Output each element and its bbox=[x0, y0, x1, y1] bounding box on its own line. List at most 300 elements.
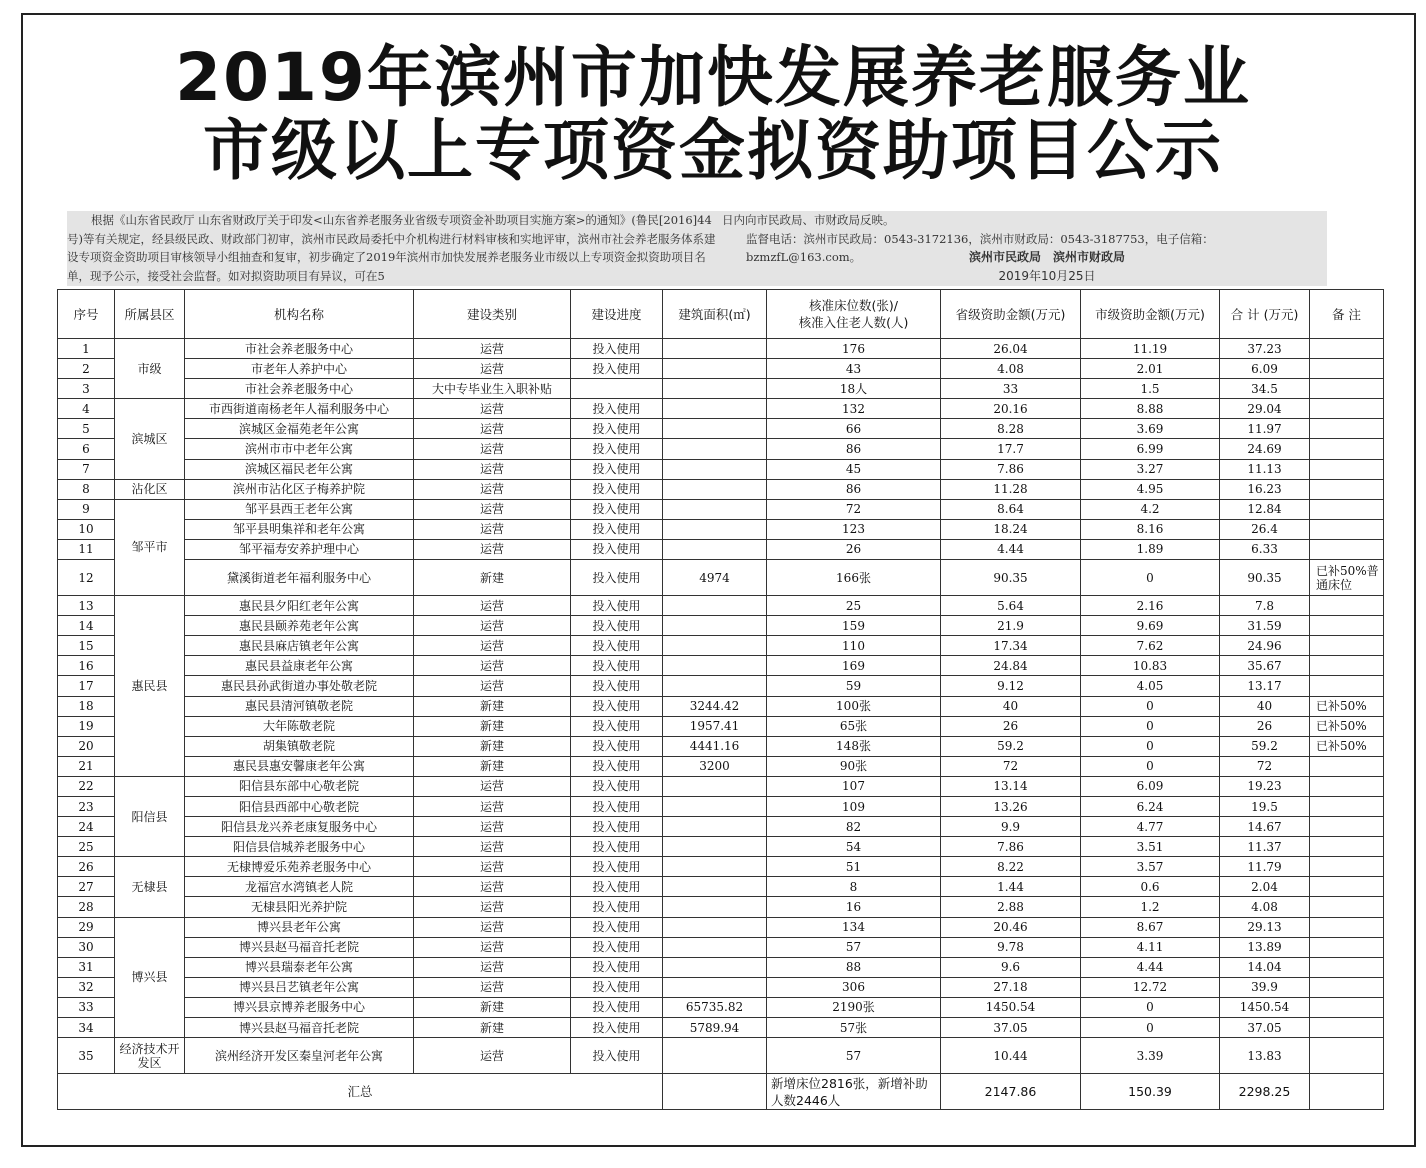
cell-note bbox=[1310, 519, 1384, 539]
cell-no: 15 bbox=[58, 636, 115, 656]
cell-city: 4.44 bbox=[1081, 957, 1220, 977]
cell-type: 运营 bbox=[414, 957, 571, 977]
cell-progress: 投入使用 bbox=[571, 539, 663, 559]
cell-total: 40 bbox=[1220, 696, 1310, 716]
cell-type: 运营 bbox=[414, 479, 571, 499]
cell-type: 运营 bbox=[414, 539, 571, 559]
cell-name: 惠民县颐养苑老年公寓 bbox=[185, 616, 414, 636]
cell-progress: 投入使用 bbox=[571, 977, 663, 997]
cell-city: 7.62 bbox=[1081, 636, 1220, 656]
cell-progress: 投入使用 bbox=[571, 676, 663, 696]
cell-prov: 37.05 bbox=[941, 1018, 1081, 1038]
cell-beds: 306 bbox=[767, 977, 941, 997]
cell-progress: 投入使用 bbox=[571, 937, 663, 957]
cell-area bbox=[663, 656, 767, 676]
table-row bbox=[58, 359, 1384, 379]
cell-no: 5 bbox=[58, 419, 115, 439]
cell-total: 59.2 bbox=[1220, 736, 1310, 756]
cell-total: 13.83 bbox=[1220, 1038, 1310, 1074]
cell-progress: 投入使用 bbox=[571, 616, 663, 636]
cell-city: 0 bbox=[1081, 560, 1220, 596]
cell-prov: 27.18 bbox=[941, 977, 1081, 997]
cell-no: 6 bbox=[58, 439, 115, 459]
cell-area bbox=[663, 379, 767, 399]
cell-no: 21 bbox=[58, 756, 115, 776]
intro-paragraph: 根据《山东省民政厅 山东省财政厅关于印发<山东省养老服务业省级专项资金补助项目实施方案>的通知》(鲁民[2016]44号)等有关规定，经县级民政、财政部门初审，滨州市民政局委托中介机构进行材料审核和实地评审，滨州市社会养老服务体系建设专项资金资助项目审核领导小组抽查和复审，初步确定了2019年滨州市加快发展养老服务业市级以上专项资金拟资助项目名单，现予公示，接受社会监督。如对拟资助项目有异议，可在5 bbox=[67, 213, 716, 283]
cell-name: 博兴县吕艺镇老年公寓 bbox=[185, 977, 414, 997]
cell-prov: 33 bbox=[941, 379, 1081, 399]
cell-total: 13.17 bbox=[1220, 676, 1310, 696]
cell-progress: 投入使用 bbox=[571, 897, 663, 917]
cell-total: 4.08 bbox=[1220, 897, 1310, 917]
cell-prov: 1450.54 bbox=[941, 997, 1081, 1017]
table-row bbox=[58, 616, 1384, 636]
cell-prov: 9.6 bbox=[941, 957, 1081, 977]
cell-area bbox=[663, 616, 767, 636]
table-row bbox=[58, 459, 1384, 479]
cell-county: 滨城区 bbox=[115, 399, 185, 479]
cell-area: 5789.94 bbox=[663, 1018, 767, 1038]
cell-prov: 18.24 bbox=[941, 519, 1081, 539]
table-row bbox=[58, 716, 1384, 736]
col-header-beds-line1: 核准床位数(张)/ bbox=[809, 298, 898, 313]
cell-name: 博兴县瑞泰老年公寓 bbox=[185, 957, 414, 977]
cell-area: 65735.82 bbox=[663, 997, 767, 1017]
cell-beds: 100张 bbox=[767, 696, 941, 716]
summary-beds: 新增床位2816张，新增补助人数2446人 bbox=[767, 1074, 941, 1110]
table-row bbox=[58, 837, 1384, 857]
cell-prov: 40 bbox=[941, 696, 1081, 716]
cell-note bbox=[1310, 359, 1384, 379]
col-header-beds bbox=[767, 290, 941, 339]
cell-city: 12.72 bbox=[1081, 977, 1220, 997]
cell-no: 3 bbox=[58, 379, 115, 399]
table-row bbox=[58, 857, 1384, 877]
cell-beds: 66 bbox=[767, 419, 941, 439]
cell-no: 29 bbox=[58, 917, 115, 937]
cell-progress bbox=[571, 379, 663, 399]
cell-area bbox=[663, 796, 767, 816]
cell-city: 10.83 bbox=[1081, 656, 1220, 676]
table-row bbox=[58, 339, 1384, 359]
cell-city: 11.19 bbox=[1081, 339, 1220, 359]
cell-city: 0 bbox=[1081, 997, 1220, 1017]
cell-city: 2.16 bbox=[1081, 596, 1220, 616]
cell-beds: 25 bbox=[767, 596, 941, 616]
cell-no: 28 bbox=[58, 897, 115, 917]
cell-name: 惠民县麻店镇老年公寓 bbox=[185, 636, 414, 656]
table-row bbox=[58, 656, 1384, 676]
cell-progress: 投入使用 bbox=[571, 1018, 663, 1038]
cell-type: 运营 bbox=[414, 636, 571, 656]
cell-city: 0.6 bbox=[1081, 877, 1220, 897]
cell-progress: 投入使用 bbox=[571, 596, 663, 616]
cell-name: 黛溪街道老年福利服务中心 bbox=[185, 560, 414, 596]
table-row bbox=[58, 379, 1384, 399]
cell-name: 邹平福寿安养护理中心 bbox=[185, 539, 414, 559]
cell-type: 运营 bbox=[414, 399, 571, 419]
summary-area bbox=[663, 1074, 767, 1110]
cell-city: 0 bbox=[1081, 736, 1220, 756]
cell-beds: 86 bbox=[767, 479, 941, 499]
table-row bbox=[58, 736, 1384, 756]
cell-no: 22 bbox=[58, 776, 115, 796]
cell-city: 3.39 bbox=[1081, 1038, 1220, 1074]
cell-note bbox=[1310, 837, 1384, 857]
cell-area: 3244.42 bbox=[663, 696, 767, 716]
cell-progress: 投入使用 bbox=[571, 756, 663, 776]
cell-beds: 107 bbox=[767, 776, 941, 796]
cell-total: 16.23 bbox=[1220, 479, 1310, 499]
cell-progress: 投入使用 bbox=[571, 419, 663, 439]
cell-total: 31.59 bbox=[1220, 616, 1310, 636]
cell-note bbox=[1310, 977, 1384, 997]
issuing-organizations: 滨州市民政局 滨州市财政局 bbox=[968, 250, 1125, 264]
cell-name: 博兴县赵马福音托老院 bbox=[185, 937, 414, 957]
intro-block bbox=[67, 211, 1327, 286]
cell-type: 运营 bbox=[414, 499, 571, 519]
cell-no: 34 bbox=[58, 1018, 115, 1038]
cell-name: 邹平县西王老年公寓 bbox=[185, 499, 414, 519]
cell-area bbox=[663, 499, 767, 519]
cell-city: 1.89 bbox=[1081, 539, 1220, 559]
cell-note bbox=[1310, 817, 1384, 837]
cell-total: 14.04 bbox=[1220, 957, 1310, 977]
cell-total: 6.09 bbox=[1220, 359, 1310, 379]
cell-progress: 投入使用 bbox=[571, 817, 663, 837]
cell-prov: 4.08 bbox=[941, 359, 1081, 379]
cell-progress: 投入使用 bbox=[571, 519, 663, 539]
cell-beds: 176 bbox=[767, 339, 941, 359]
cell-city: 0 bbox=[1081, 1018, 1220, 1038]
cell-type: 运营 bbox=[414, 776, 571, 796]
page-title-line-1: 2019年滨州市加快发展养老服务业 bbox=[175, 39, 1251, 116]
cell-beds: 109 bbox=[767, 796, 941, 816]
cell-area bbox=[663, 596, 767, 616]
cell-city: 6.09 bbox=[1081, 776, 1220, 796]
cell-progress: 投入使用 bbox=[571, 776, 663, 796]
cell-no: 33 bbox=[58, 997, 115, 1017]
cell-beds: 123 bbox=[767, 519, 941, 539]
table-row bbox=[58, 519, 1384, 539]
cell-beds: 59 bbox=[767, 676, 941, 696]
cell-no: 8 bbox=[58, 479, 115, 499]
summary-label: 汇总 bbox=[58, 1074, 663, 1110]
cell-beds: 86 bbox=[767, 439, 941, 459]
cell-no: 30 bbox=[58, 937, 115, 957]
cell-prov: 4.44 bbox=[941, 539, 1081, 559]
cell-total: 11.97 bbox=[1220, 419, 1310, 439]
cell-progress: 投入使用 bbox=[571, 399, 663, 419]
cell-type: 运营 bbox=[414, 857, 571, 877]
cell-progress: 投入使用 bbox=[571, 499, 663, 519]
cell-type: 运营 bbox=[414, 837, 571, 857]
cell-area bbox=[663, 519, 767, 539]
cell-type: 运营 bbox=[414, 897, 571, 917]
table-row bbox=[58, 676, 1384, 696]
cell-progress: 投入使用 bbox=[571, 796, 663, 816]
table-row bbox=[58, 696, 1384, 716]
cell-total: 26.4 bbox=[1220, 519, 1310, 539]
cell-progress: 投入使用 bbox=[571, 560, 663, 596]
cell-name: 博兴县老年公寓 bbox=[185, 917, 414, 937]
cell-area: 4441.16 bbox=[663, 736, 767, 756]
cell-note bbox=[1310, 656, 1384, 676]
cell-name: 阳信县西部中心敬老院 bbox=[185, 796, 414, 816]
cell-prov: 20.16 bbox=[941, 399, 1081, 419]
cell-type: 运营 bbox=[414, 596, 571, 616]
cell-prov: 72 bbox=[941, 756, 1081, 776]
cell-type: 运营 bbox=[414, 339, 571, 359]
col-header-note: 备 注 bbox=[1310, 290, 1384, 339]
cell-name: 滨州市市中老年公寓 bbox=[185, 439, 414, 459]
col-header-beds-line2: 核准入住老人数(人) bbox=[798, 315, 909, 330]
cell-note bbox=[1310, 596, 1384, 616]
cell-prov: 8.22 bbox=[941, 857, 1081, 877]
cell-progress: 投入使用 bbox=[571, 997, 663, 1017]
cell-city: 9.69 bbox=[1081, 616, 1220, 636]
cell-total: 90.35 bbox=[1220, 560, 1310, 596]
cell-total: 39.9 bbox=[1220, 977, 1310, 997]
cell-beds: 134 bbox=[767, 917, 941, 937]
cell-progress: 投入使用 bbox=[571, 479, 663, 499]
cell-name: 博兴县京博养老服务中心 bbox=[185, 997, 414, 1017]
cell-prov: 24.84 bbox=[941, 656, 1081, 676]
cell-type: 运营 bbox=[414, 656, 571, 676]
cell-total: 19.5 bbox=[1220, 796, 1310, 816]
cell-area bbox=[663, 459, 767, 479]
cell-type: 运营 bbox=[414, 817, 571, 837]
cell-name: 市社会养老服务中心 bbox=[185, 339, 414, 359]
cell-total: 24.96 bbox=[1220, 636, 1310, 656]
cell-area bbox=[663, 877, 767, 897]
cell-beds: 16 bbox=[767, 897, 941, 917]
intro-right-column bbox=[722, 211, 1327, 283]
cell-progress: 投入使用 bbox=[571, 716, 663, 736]
cell-city: 0 bbox=[1081, 696, 1220, 716]
cell-beds: 169 bbox=[767, 656, 941, 676]
cell-area bbox=[663, 539, 767, 559]
table-row bbox=[58, 479, 1384, 499]
cell-prov: 11.28 bbox=[941, 479, 1081, 499]
cell-county: 无棣县 bbox=[115, 857, 185, 917]
cell-progress: 投入使用 bbox=[571, 696, 663, 716]
cell-type: 运营 bbox=[414, 439, 571, 459]
cell-type: 运营 bbox=[414, 616, 571, 636]
cell-total: 37.23 bbox=[1220, 339, 1310, 359]
cell-beds: 54 bbox=[767, 837, 941, 857]
cell-type: 运营 bbox=[414, 877, 571, 897]
summary-row bbox=[58, 1074, 1384, 1110]
cell-total: 29.13 bbox=[1220, 917, 1310, 937]
col-header-progress: 建设进度 bbox=[571, 290, 663, 339]
cell-progress: 投入使用 bbox=[571, 857, 663, 877]
cell-area bbox=[663, 857, 767, 877]
cell-total: 29.04 bbox=[1220, 399, 1310, 419]
cell-area: 3200 bbox=[663, 756, 767, 776]
cell-type: 新建 bbox=[414, 736, 571, 756]
col-header-prov: 省级资助金额(万元) bbox=[941, 290, 1081, 339]
cell-beds: 26 bbox=[767, 539, 941, 559]
cell-note: 已补50% bbox=[1310, 736, 1384, 756]
cell-beds: 2190张 bbox=[767, 997, 941, 1017]
cell-note bbox=[1310, 957, 1384, 977]
cell-no: 35 bbox=[58, 1038, 115, 1074]
summary-city: 150.39 bbox=[1081, 1074, 1220, 1110]
cell-note bbox=[1310, 756, 1384, 776]
cell-name: 阳信县龙兴养老康复服务中心 bbox=[185, 817, 414, 837]
cell-no: 18 bbox=[58, 696, 115, 716]
summary-prov: 2147.86 bbox=[941, 1074, 1081, 1110]
cell-beds: 132 bbox=[767, 399, 941, 419]
cell-prov: 9.9 bbox=[941, 817, 1081, 837]
cell-name: 滨州市沾化区子梅养护院 bbox=[185, 479, 414, 499]
cell-progress: 投入使用 bbox=[571, 877, 663, 897]
cell-beds: 43 bbox=[767, 359, 941, 379]
cell-city: 3.57 bbox=[1081, 857, 1220, 877]
cell-city: 4.11 bbox=[1081, 937, 1220, 957]
cell-area bbox=[663, 636, 767, 656]
cell-city: 4.77 bbox=[1081, 817, 1220, 837]
table-header-row bbox=[58, 290, 1384, 339]
cell-type: 运营 bbox=[414, 917, 571, 937]
cell-total: 72 bbox=[1220, 756, 1310, 776]
cell-area bbox=[663, 419, 767, 439]
cell-type: 运营 bbox=[414, 419, 571, 439]
cell-area: 4974 bbox=[663, 560, 767, 596]
cell-beds: 65张 bbox=[767, 716, 941, 736]
table-row bbox=[58, 539, 1384, 559]
cell-name: 惠民县夕阳红老年公寓 bbox=[185, 596, 414, 616]
cell-county: 博兴县 bbox=[115, 917, 185, 1038]
cell-county: 阳信县 bbox=[115, 776, 185, 856]
cell-note bbox=[1310, 399, 1384, 419]
cell-no: 27 bbox=[58, 877, 115, 897]
cell-note bbox=[1310, 857, 1384, 877]
cell-note bbox=[1310, 937, 1384, 957]
cell-note bbox=[1310, 459, 1384, 479]
cell-name: 惠民县益康老年公寓 bbox=[185, 656, 414, 676]
cell-beds: 166张 bbox=[767, 560, 941, 596]
cell-name: 大年陈敬老院 bbox=[185, 716, 414, 736]
cell-prov: 21.9 bbox=[941, 616, 1081, 636]
cell-type: 新建 bbox=[414, 997, 571, 1017]
cell-note bbox=[1310, 676, 1384, 696]
cell-beds: 82 bbox=[767, 817, 941, 837]
cell-county: 经济技术开发区 bbox=[115, 1038, 185, 1074]
page-title-line-2: 市级以上专项资金拟资助项目公示 bbox=[203, 112, 1223, 189]
cell-no: 20 bbox=[58, 736, 115, 756]
cell-type: 运营 bbox=[414, 977, 571, 997]
cell-total: 34.5 bbox=[1220, 379, 1310, 399]
cell-progress: 投入使用 bbox=[571, 736, 663, 756]
project-table bbox=[57, 289, 1384, 1110]
cell-type: 新建 bbox=[414, 1018, 571, 1038]
cell-no: 7 bbox=[58, 459, 115, 479]
cell-type: 运营 bbox=[414, 359, 571, 379]
cell-no: 14 bbox=[58, 616, 115, 636]
cell-no: 31 bbox=[58, 957, 115, 977]
cell-name: 博兴县赵马福音托老院 bbox=[185, 1018, 414, 1038]
cell-city: 2.01 bbox=[1081, 359, 1220, 379]
cell-city: 8.88 bbox=[1081, 399, 1220, 419]
table-row bbox=[58, 1038, 1384, 1074]
cell-type: 大中专毕业生入职补贴 bbox=[414, 379, 571, 399]
cell-area bbox=[663, 339, 767, 359]
cell-prov: 7.86 bbox=[941, 459, 1081, 479]
table-row bbox=[58, 419, 1384, 439]
cell-no: 19 bbox=[58, 716, 115, 736]
cell-total: 24.69 bbox=[1220, 439, 1310, 459]
cell-name: 惠民县清河镇敬老院 bbox=[185, 696, 414, 716]
col-header-area: 建筑面积(㎡) bbox=[663, 290, 767, 339]
cell-total: 14.67 bbox=[1220, 817, 1310, 837]
col-header-total: 合 计 (万元) bbox=[1220, 290, 1310, 339]
cell-name: 滨城区福民老年公寓 bbox=[185, 459, 414, 479]
cell-progress: 投入使用 bbox=[571, 656, 663, 676]
cell-county: 惠民县 bbox=[115, 596, 185, 777]
cell-name: 市西街道南杨老年人福利服务中心 bbox=[185, 399, 414, 419]
cell-total: 6.33 bbox=[1220, 539, 1310, 559]
cell-total: 19.23 bbox=[1220, 776, 1310, 796]
cell-type: 新建 bbox=[414, 696, 571, 716]
cell-name: 市老年人养护中心 bbox=[185, 359, 414, 379]
cell-beds: 90张 bbox=[767, 756, 941, 776]
cell-note bbox=[1310, 439, 1384, 459]
cell-progress: 投入使用 bbox=[571, 1038, 663, 1074]
cell-prov: 26.04 bbox=[941, 339, 1081, 359]
cell-type: 运营 bbox=[414, 1038, 571, 1074]
cell-note bbox=[1310, 1038, 1384, 1074]
cell-progress: 投入使用 bbox=[571, 957, 663, 977]
cell-area bbox=[663, 897, 767, 917]
cell-area bbox=[663, 817, 767, 837]
cell-area bbox=[663, 837, 767, 857]
cell-beds: 18人 bbox=[767, 379, 941, 399]
cell-city: 0 bbox=[1081, 716, 1220, 736]
cell-note bbox=[1310, 616, 1384, 636]
cell-name: 无棣县阳光养护院 bbox=[185, 897, 414, 917]
col-header-no: 序号 bbox=[58, 290, 115, 339]
cell-city: 6.99 bbox=[1081, 439, 1220, 459]
cell-no: 2 bbox=[58, 359, 115, 379]
cell-city: 3.27 bbox=[1081, 459, 1220, 479]
cell-area bbox=[663, 1038, 767, 1074]
table-row bbox=[58, 499, 1384, 519]
cell-no: 12 bbox=[58, 560, 115, 596]
table-row bbox=[58, 997, 1384, 1017]
summary-note bbox=[1310, 1074, 1384, 1110]
col-header-county: 所属县区 bbox=[115, 290, 185, 339]
table-row bbox=[58, 937, 1384, 957]
cell-city: 8.67 bbox=[1081, 917, 1220, 937]
cell-total: 13.89 bbox=[1220, 937, 1310, 957]
table-row bbox=[58, 957, 1384, 977]
cell-name: 无棣博爱乐苑养老服务中心 bbox=[185, 857, 414, 877]
cell-no: 25 bbox=[58, 837, 115, 857]
cell-prov: 17.7 bbox=[941, 439, 1081, 459]
cell-type: 运营 bbox=[414, 519, 571, 539]
cell-no: 13 bbox=[58, 596, 115, 616]
table-row bbox=[58, 817, 1384, 837]
cell-county: 邹平市 bbox=[115, 499, 185, 595]
table-row bbox=[58, 776, 1384, 796]
cell-no: 16 bbox=[58, 656, 115, 676]
cell-area bbox=[663, 399, 767, 419]
cell-prov: 59.2 bbox=[941, 736, 1081, 756]
col-header-type: 建设类别 bbox=[414, 290, 571, 339]
cell-no: 4 bbox=[58, 399, 115, 419]
